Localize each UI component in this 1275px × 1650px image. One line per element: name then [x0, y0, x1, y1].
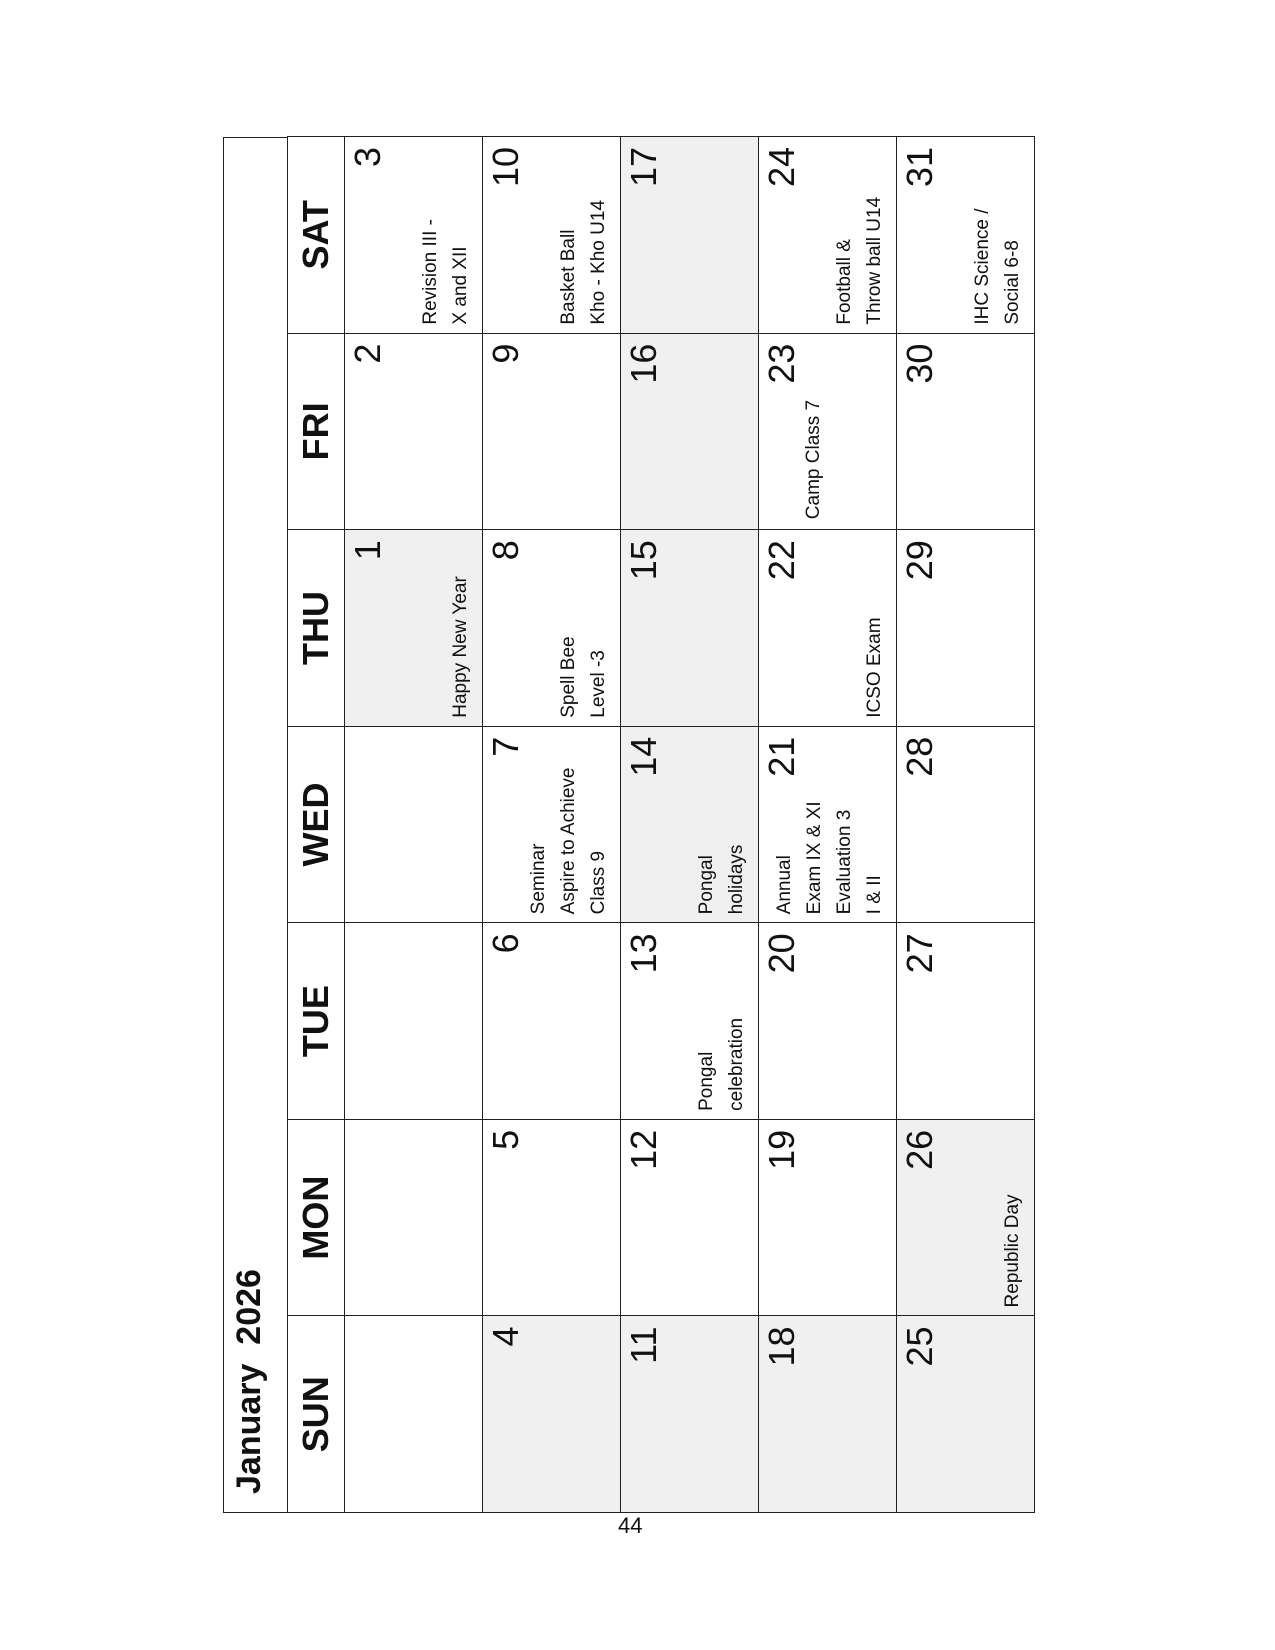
- weekday-sun: SUN: [288, 1316, 345, 1513]
- day-number: 3: [347, 147, 388, 168]
- day-cell: [759, 1119, 897, 1316]
- day-cell: [759, 1316, 897, 1513]
- day-cell: [759, 923, 897, 1120]
- day-cell: [345, 333, 483, 530]
- day-cell: [621, 1119, 759, 1316]
- week-row: [483, 137, 621, 1513]
- day-number: 8: [485, 540, 526, 561]
- day-event-note: Basket Ball Kho - Kho U14: [558, 199, 609, 325]
- day-number: 11: [623, 1326, 664, 1364]
- day-number: 21: [761, 736, 802, 777]
- day-number: 9: [485, 343, 526, 364]
- day-cell: [345, 530, 483, 727]
- day-cell: [897, 137, 1035, 334]
- day-cell: [897, 333, 1035, 530]
- day-cell: [621, 726, 759, 923]
- day-cell: [759, 530, 897, 727]
- day-number: 4: [485, 1326, 526, 1347]
- day-number: 19: [761, 1129, 802, 1170]
- day-number: 22: [761, 540, 802, 581]
- day-cell: [759, 333, 897, 530]
- day-number: 30: [899, 343, 940, 384]
- day-number: 18: [761, 1326, 802, 1367]
- day-event-note: Pongal holidays: [696, 844, 747, 915]
- day-number: 7: [485, 736, 526, 757]
- day-number: 2: [347, 343, 388, 364]
- day-number: 31: [899, 147, 940, 188]
- calendar-header: [223, 137, 288, 1513]
- day-event-note: Camp Class 7: [803, 399, 824, 520]
- day-cell: [483, 333, 621, 530]
- day-event-note: Football & Throw ball U14: [834, 196, 885, 325]
- day-number: 12: [623, 1129, 664, 1170]
- day-number: 26: [899, 1129, 940, 1170]
- day-cell: [483, 530, 621, 727]
- page-number: 44: [618, 1513, 643, 1538]
- weekday-fri: FRI: [288, 333, 345, 530]
- week-row: [345, 137, 483, 1513]
- day-event-note: Annual Exam IX & XI Evaluation 3 I & II: [774, 801, 885, 915]
- calendar-rotated: [223, 136, 1033, 1513]
- day-number: 24: [761, 147, 802, 188]
- day-number: 10: [485, 147, 526, 188]
- day-number: 16: [623, 343, 664, 384]
- day-cell: [759, 726, 897, 923]
- day-cell: [483, 726, 621, 923]
- calendar-body: [345, 137, 1035, 1513]
- day-event-note: Pongal celebration: [696, 1017, 747, 1111]
- day-cell: [345, 137, 483, 334]
- day-cell: [897, 726, 1035, 923]
- day-cell: [483, 1316, 621, 1513]
- day-number: 5: [485, 1129, 526, 1150]
- day-cell: [621, 530, 759, 727]
- day-cell: [621, 1316, 759, 1513]
- day-number: 13: [623, 933, 664, 974]
- week-row: [759, 137, 897, 1513]
- day-event-note: ICSO Exam: [864, 617, 885, 718]
- day-number: 28: [899, 736, 940, 777]
- day-cell: [483, 923, 621, 1120]
- day-cell: [759, 137, 897, 334]
- day-number: 1: [347, 540, 388, 561]
- day-number: 23: [761, 343, 802, 384]
- calendar-page: [223, 136, 1033, 1513]
- day-cell: [621, 333, 759, 530]
- weekday-thu: THU: [288, 530, 345, 727]
- day-number: 25: [899, 1326, 940, 1367]
- day-cell: [897, 923, 1035, 1120]
- week-row: [897, 137, 1035, 1513]
- weekday-header-row: [288, 137, 345, 1513]
- day-event-note: IHC Science / Social 6-8: [972, 208, 1023, 325]
- day-number: 17: [623, 147, 664, 188]
- weekday-sat: SAT: [288, 137, 345, 334]
- day-cell: [897, 1119, 1035, 1316]
- day-cell: [345, 1316, 483, 1513]
- day-cell: [345, 726, 483, 923]
- day-number: 29: [899, 540, 940, 581]
- day-event-note: Spell Bee Level -3: [558, 636, 609, 718]
- day-cell: [621, 137, 759, 334]
- calendar-title: January 2026: [230, 1269, 268, 1494]
- day-event-note: Revision III - X and XII: [420, 219, 471, 325]
- day-event-note: Happy New Year: [450, 576, 471, 718]
- weekday-tue: TUE: [288, 923, 345, 1120]
- day-cell: [897, 1316, 1035, 1513]
- day-number: 6: [485, 933, 526, 954]
- day-event-note: Republic Day: [1002, 1194, 1023, 1308]
- day-number: 15: [623, 540, 664, 581]
- day-cell: [483, 1119, 621, 1316]
- day-number: 27: [899, 933, 940, 974]
- day-cell: [621, 923, 759, 1120]
- day-event-note: Seminar Aspire to Achieve Class 9: [528, 767, 609, 915]
- calendar-grid: [287, 136, 1035, 1513]
- day-cell: [345, 1119, 483, 1316]
- week-row: [621, 137, 759, 1513]
- weekday-wed: WED: [288, 726, 345, 923]
- day-cell: [483, 137, 621, 334]
- day-number: 20: [761, 933, 802, 974]
- day-cell: [345, 923, 483, 1120]
- day-number: 14: [623, 736, 664, 777]
- day-cell: [897, 530, 1035, 727]
- weekday-mon: MON: [288, 1119, 345, 1316]
